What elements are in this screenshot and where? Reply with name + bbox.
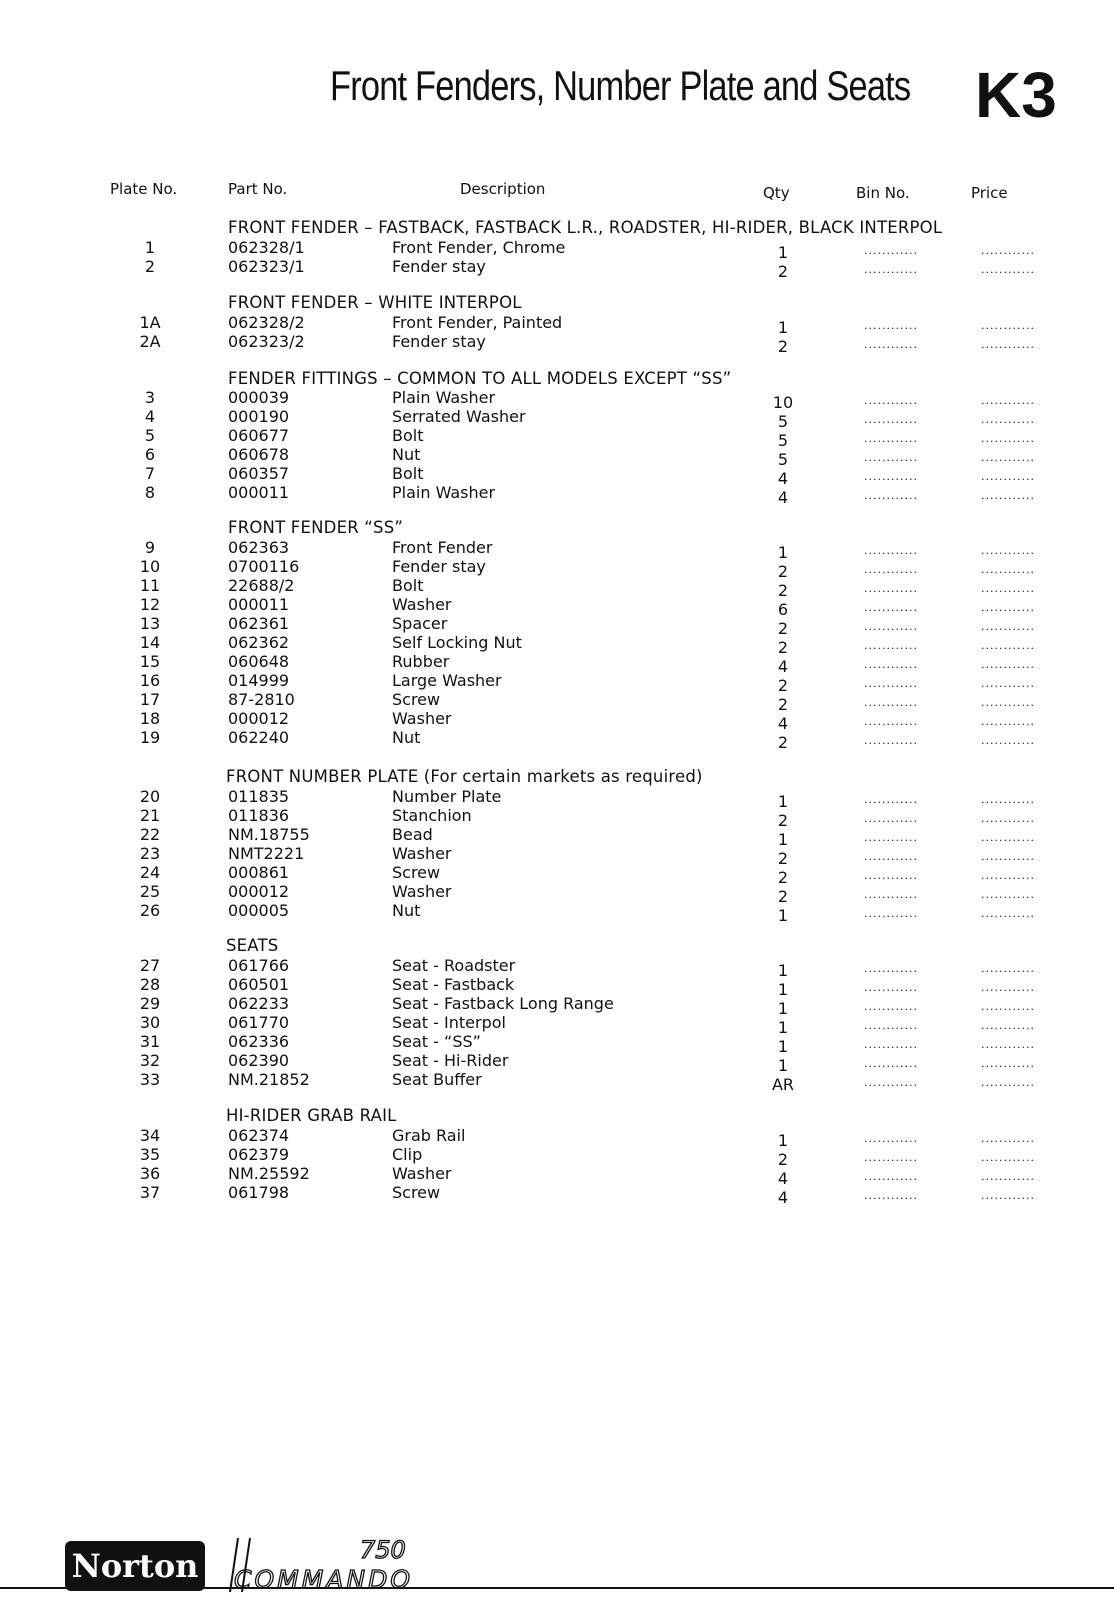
part-number: 062323/2 xyxy=(228,332,305,351)
part-number: 060357 xyxy=(228,464,290,483)
description: Seat - Fastback xyxy=(392,975,515,994)
price-blank: ............ xyxy=(981,263,1035,276)
description: Front Fender, Painted xyxy=(392,313,563,332)
quantity: 5 xyxy=(777,431,789,450)
price-blank: ............ xyxy=(981,907,1035,920)
plate-number: 20 xyxy=(139,787,161,806)
plate-number: 30 xyxy=(139,1013,161,1032)
section-heading: FRONT FENDER “SS” xyxy=(228,518,404,537)
part-number: NM.25592 xyxy=(228,1164,310,1183)
description: Seat - Fastback Long Range xyxy=(392,994,614,1013)
part-number: 011836 xyxy=(228,806,290,825)
col-header-description: Description xyxy=(460,180,546,198)
plate-number: 31 xyxy=(139,1032,161,1051)
description: Self Locking Nut xyxy=(392,633,522,652)
table-row xyxy=(0,956,1114,980)
table-row xyxy=(0,652,1114,676)
bin-number-blank: ............ xyxy=(864,413,918,426)
description: Nut xyxy=(392,728,421,747)
bin-number-blank: ............ xyxy=(864,658,918,671)
part-number: 000011 xyxy=(228,595,290,614)
table-row xyxy=(0,1051,1114,1075)
plate-number: 18 xyxy=(139,709,161,728)
quantity: 2 xyxy=(777,887,789,906)
description: Nut xyxy=(392,901,421,920)
section-heading: HI-RIDER GRAB RAIL xyxy=(226,1106,397,1125)
bin-number-blank: ............ xyxy=(864,1132,918,1145)
col-header-part: Part No. xyxy=(228,180,288,198)
plate-number: 9 xyxy=(144,538,156,557)
description: Spacer xyxy=(392,614,448,633)
table-row xyxy=(0,426,1114,450)
table-row xyxy=(0,388,1114,412)
col-header-qty: Qty xyxy=(763,184,790,202)
table-row xyxy=(0,595,1114,619)
price-blank: ............ xyxy=(981,850,1035,863)
plate-number: 3 xyxy=(144,388,156,407)
quantity: 2 xyxy=(777,337,789,356)
part-number: 000039 xyxy=(228,388,290,407)
bin-number-blank: ............ xyxy=(864,432,918,445)
part-number: 062379 xyxy=(228,1145,290,1164)
table-row xyxy=(0,728,1114,752)
norton-logo: Norton xyxy=(65,1541,205,1591)
description: Bead xyxy=(392,825,433,844)
table-row xyxy=(0,614,1114,638)
quantity: 5 xyxy=(777,450,789,469)
price-blank: ............ xyxy=(981,620,1035,633)
description: Bolt xyxy=(392,464,424,483)
section-code: K3 xyxy=(975,59,1057,131)
description: Seat - “SS” xyxy=(392,1032,481,1051)
part-number: 062390 xyxy=(228,1051,290,1070)
price-blank: ............ xyxy=(981,1151,1035,1164)
bin-number-blank: ............ xyxy=(864,793,918,806)
plate-number: 25 xyxy=(139,882,161,901)
description: Screw xyxy=(392,863,441,882)
plate-number: 29 xyxy=(139,994,161,1013)
part-number: 061770 xyxy=(228,1013,290,1032)
quantity: 1 xyxy=(777,318,789,337)
plate-number: 24 xyxy=(139,863,161,882)
description: Front Fender, Chrome xyxy=(392,238,566,257)
plate-number: 23 xyxy=(139,844,161,863)
page-title: Front Fenders, Number Plate and Seats xyxy=(330,62,911,109)
section-heading: SEATS xyxy=(226,936,279,955)
quantity: 1 xyxy=(777,830,789,849)
part-number: 000012 xyxy=(228,882,290,901)
part-number: NM.18755 xyxy=(228,825,310,844)
section-heading: FRONT FENDER – WHITE INTERPOL xyxy=(228,293,522,312)
part-number: 000861 xyxy=(228,863,290,882)
bin-number-blank: ............ xyxy=(864,888,918,901)
description: Fender stay xyxy=(392,257,486,276)
quantity: 2 xyxy=(777,262,789,281)
description: Seat - Hi-Rider xyxy=(392,1051,509,1070)
part-number: 060678 xyxy=(228,445,290,464)
bin-number-blank: ............ xyxy=(864,1000,918,1013)
plate-number: 2 xyxy=(144,257,156,276)
quantity: 1 xyxy=(777,243,789,262)
bin-number-blank: ............ xyxy=(864,263,918,276)
part-number: 000005 xyxy=(228,901,290,920)
price-blank: ............ xyxy=(981,470,1035,483)
description: Screw xyxy=(392,1183,441,1202)
bin-number-blank: ............ xyxy=(864,470,918,483)
quantity: 2 xyxy=(777,581,789,600)
part-number: 061766 xyxy=(228,956,290,975)
bin-number-blank: ............ xyxy=(864,582,918,595)
quantity: 4 xyxy=(777,1169,789,1188)
plate-number: 28 xyxy=(139,975,161,994)
table-row xyxy=(0,313,1114,337)
part-number: 060501 xyxy=(228,975,290,994)
quantity: 1 xyxy=(777,1056,789,1075)
price-blank: ............ xyxy=(981,1132,1035,1145)
quantity: 6 xyxy=(777,600,789,619)
bin-number-blank: ............ xyxy=(864,451,918,464)
part-number: 22688/2 xyxy=(228,576,295,595)
table-row xyxy=(0,633,1114,657)
model-number: 750 xyxy=(360,1536,406,1564)
part-number: 011835 xyxy=(228,787,290,806)
quantity: 4 xyxy=(777,714,789,733)
quantity: 1 xyxy=(777,543,789,562)
price-blank: ............ xyxy=(981,394,1035,407)
table-row xyxy=(0,576,1114,600)
part-number: 062328/2 xyxy=(228,313,305,332)
bin-number-blank: ............ xyxy=(864,338,918,351)
part-number: 062323/1 xyxy=(228,257,305,276)
description: Fender stay xyxy=(392,332,486,351)
bin-number-blank: ............ xyxy=(864,620,918,633)
part-number: 000012 xyxy=(228,709,290,728)
table-row xyxy=(0,257,1114,281)
price-blank: ............ xyxy=(981,319,1035,332)
table-row xyxy=(0,407,1114,431)
price-blank: ............ xyxy=(981,793,1035,806)
plate-number: 5 xyxy=(144,426,156,445)
bin-number-blank: ............ xyxy=(864,715,918,728)
table-row xyxy=(0,806,1114,830)
quantity: 1 xyxy=(777,1018,789,1037)
table-row xyxy=(0,1032,1114,1056)
part-number: 062240 xyxy=(228,728,290,747)
price-blank: ............ xyxy=(981,812,1035,825)
part-number: 062374 xyxy=(228,1126,290,1145)
col-header-bin: Bin No. xyxy=(856,184,910,202)
part-number: 000011 xyxy=(228,483,290,502)
bin-number-blank: ............ xyxy=(864,831,918,844)
plate-number: 16 xyxy=(139,671,161,690)
plate-number: 32 xyxy=(139,1051,161,1070)
quantity: 2 xyxy=(777,619,789,638)
table-row xyxy=(0,1183,1114,1207)
price-blank: ............ xyxy=(981,888,1035,901)
quantity: 2 xyxy=(777,1150,789,1169)
quantity: 4 xyxy=(777,657,789,676)
plate-number: 6 xyxy=(144,445,156,464)
plate-number: 13 xyxy=(139,614,161,633)
quantity: 4 xyxy=(777,1188,789,1207)
table-row xyxy=(0,671,1114,695)
price-blank: ............ xyxy=(981,734,1035,747)
plate-number: 15 xyxy=(139,652,161,671)
bin-number-blank: ............ xyxy=(864,850,918,863)
price-blank: ............ xyxy=(981,715,1035,728)
description: Front Fender xyxy=(392,538,493,557)
quantity: 1 xyxy=(777,792,789,811)
quantity: 2 xyxy=(777,695,789,714)
col-header-plate: Plate No. xyxy=(110,180,178,198)
table-row xyxy=(0,483,1114,507)
price-blank: ............ xyxy=(981,244,1035,257)
bin-number-blank: ............ xyxy=(864,1189,918,1202)
bin-number-blank: ............ xyxy=(864,1151,918,1164)
price-blank: ............ xyxy=(981,601,1035,614)
price-blank: ............ xyxy=(981,563,1035,576)
description: Washer xyxy=(392,882,452,901)
quantity: AR xyxy=(771,1075,795,1094)
bin-number-blank: ............ xyxy=(864,907,918,920)
quantity: 4 xyxy=(777,469,789,488)
price-blank: ............ xyxy=(981,677,1035,690)
part-number: 87-2810 xyxy=(228,690,295,709)
table-row xyxy=(0,1070,1114,1094)
table-row xyxy=(0,690,1114,714)
description: Large Washer xyxy=(392,671,502,690)
table-row xyxy=(0,238,1114,262)
plate-number: 37 xyxy=(139,1183,161,1202)
description: Fender stay xyxy=(392,557,486,576)
table-row xyxy=(0,882,1114,906)
table-row xyxy=(0,1145,1114,1169)
description: Plain Washer xyxy=(392,388,496,407)
description: Rubber xyxy=(392,652,450,671)
bin-number-blank: ............ xyxy=(864,1076,918,1089)
part-number: 014999 xyxy=(228,671,290,690)
model-name: COMMANDO xyxy=(234,1565,414,1594)
plate-number: 17 xyxy=(139,690,161,709)
price-blank: ............ xyxy=(981,413,1035,426)
price-blank: ............ xyxy=(981,432,1035,445)
price-blank: ............ xyxy=(981,544,1035,557)
plate-number: 12 xyxy=(139,595,161,614)
quantity: 1 xyxy=(777,1037,789,1056)
quantity: 2 xyxy=(777,811,789,830)
bin-number-blank: ............ xyxy=(864,394,918,407)
price-blank: ............ xyxy=(981,981,1035,994)
part-number: NM.21852 xyxy=(228,1070,310,1089)
table-row xyxy=(0,1126,1114,1150)
bin-number-blank: ............ xyxy=(864,1019,918,1032)
table-row xyxy=(0,1164,1114,1188)
description: Seat - Roadster xyxy=(392,956,516,975)
plate-number: 26 xyxy=(139,901,161,920)
bin-number-blank: ............ xyxy=(864,1038,918,1051)
plate-number: 1A xyxy=(139,313,161,332)
part-number: 062363 xyxy=(228,538,290,557)
section-heading: FRONT FENDER – FASTBACK, FASTBACK L.R., ROADSTER, HI-RIDER, BLACK INTERPOL xyxy=(228,218,943,237)
part-number: 0700116 xyxy=(228,557,300,576)
plate-number: 1 xyxy=(144,238,156,257)
description: Washer xyxy=(392,595,452,614)
quantity: 1 xyxy=(777,906,789,925)
quantity: 5 xyxy=(777,412,789,431)
part-number: 062336 xyxy=(228,1032,290,1051)
price-blank: ............ xyxy=(981,1076,1035,1089)
bin-number-blank: ............ xyxy=(864,677,918,690)
commando-750-logo xyxy=(210,1534,500,1596)
description: Serrated Washer xyxy=(392,407,526,426)
plate-number: 19 xyxy=(139,728,161,747)
plate-number: 22 xyxy=(139,825,161,844)
table-row xyxy=(0,844,1114,868)
description: Grab Rail xyxy=(392,1126,466,1145)
description: Bolt xyxy=(392,576,424,595)
quantity: 1 xyxy=(777,999,789,1018)
price-blank: ............ xyxy=(981,338,1035,351)
table-row xyxy=(0,994,1114,1018)
part-number: 062361 xyxy=(228,614,290,633)
bin-number-blank: ............ xyxy=(864,981,918,994)
table-row xyxy=(0,975,1114,999)
price-blank: ............ xyxy=(981,1038,1035,1051)
description: Nut xyxy=(392,445,421,464)
bin-number-blank: ............ xyxy=(864,544,918,557)
bin-number-blank: ............ xyxy=(864,869,918,882)
bin-number-blank: ............ xyxy=(864,639,918,652)
price-blank: ............ xyxy=(981,658,1035,671)
table-row xyxy=(0,1013,1114,1037)
plate-number: 36 xyxy=(139,1164,161,1183)
bin-number-blank: ............ xyxy=(864,696,918,709)
description: Plain Washer xyxy=(392,483,496,502)
plate-number: 11 xyxy=(139,576,161,595)
quantity: 2 xyxy=(777,849,789,868)
price-blank: ............ xyxy=(981,1170,1035,1183)
table-row xyxy=(0,557,1114,581)
bin-number-blank: ............ xyxy=(864,812,918,825)
quantity: 2 xyxy=(777,733,789,752)
price-blank: ............ xyxy=(981,962,1035,975)
quantity: 10 xyxy=(772,393,794,412)
price-blank: ............ xyxy=(981,489,1035,502)
description: Stanchion xyxy=(392,806,472,825)
price-blank: ............ xyxy=(981,639,1035,652)
bin-number-blank: ............ xyxy=(864,319,918,332)
plate-number: 21 xyxy=(139,806,161,825)
price-blank: ............ xyxy=(981,451,1035,464)
bin-number-blank: ............ xyxy=(864,563,918,576)
price-blank: ............ xyxy=(981,1019,1035,1032)
part-number: 000190 xyxy=(228,407,290,426)
plate-number: 33 xyxy=(139,1070,161,1089)
part-number: 062233 xyxy=(228,994,290,1013)
section-heading: FRONT NUMBER PLATE (For certain markets as required) xyxy=(226,767,703,786)
price-blank: ............ xyxy=(981,831,1035,844)
section-heading: FENDER FITTINGS – COMMON TO ALL MODELS EXCEPT “SS” xyxy=(228,369,732,388)
bin-number-blank: ............ xyxy=(864,1170,918,1183)
bin-number-blank: ............ xyxy=(864,601,918,614)
price-blank: ............ xyxy=(981,1000,1035,1013)
part-number: NMT2221 xyxy=(228,844,305,863)
bin-number-blank: ............ xyxy=(864,1057,918,1070)
quantity: 2 xyxy=(777,868,789,887)
quantity: 1 xyxy=(777,961,789,980)
description: Number Plate xyxy=(392,787,502,806)
part-number: 062328/1 xyxy=(228,238,305,257)
quantity: 4 xyxy=(777,488,789,507)
bin-number-blank: ............ xyxy=(864,734,918,747)
plate-number: 8 xyxy=(144,483,156,502)
bin-number-blank: ............ xyxy=(864,244,918,257)
part-number: 060677 xyxy=(228,426,290,445)
quantity: 2 xyxy=(777,638,789,657)
description: Bolt xyxy=(392,426,424,445)
description: Seat Buffer xyxy=(392,1070,482,1089)
description: Washer xyxy=(392,844,452,863)
plate-number: 10 xyxy=(139,557,161,576)
plate-number: 14 xyxy=(139,633,161,652)
table-row xyxy=(0,445,1114,469)
table-row xyxy=(0,787,1114,811)
price-blank: ............ xyxy=(981,696,1035,709)
price-blank: ............ xyxy=(981,869,1035,882)
price-blank: ............ xyxy=(981,582,1035,595)
quantity: 1 xyxy=(777,980,789,999)
description: Screw xyxy=(392,690,441,709)
plate-number: 7 xyxy=(144,464,156,483)
table-row xyxy=(0,825,1114,849)
table-row xyxy=(0,538,1114,562)
bin-number-blank: ............ xyxy=(864,962,918,975)
col-header-price: Price xyxy=(971,184,1008,202)
description: Washer xyxy=(392,709,452,728)
description: Washer xyxy=(392,1164,452,1183)
plate-number: 27 xyxy=(139,956,161,975)
table-row xyxy=(0,332,1114,356)
part-number: 061798 xyxy=(228,1183,290,1202)
table-row xyxy=(0,709,1114,733)
table-row xyxy=(0,464,1114,488)
quantity: 2 xyxy=(777,676,789,695)
part-number: 060648 xyxy=(228,652,290,671)
plate-number: 2A xyxy=(139,332,161,351)
bin-number-blank: ............ xyxy=(864,489,918,502)
part-number: 062362 xyxy=(228,633,290,652)
plate-number: 35 xyxy=(139,1145,161,1164)
description: Seat - Interpol xyxy=(392,1013,506,1032)
price-blank: ............ xyxy=(981,1189,1035,1202)
quantity: 2 xyxy=(777,562,789,581)
plate-number: 34 xyxy=(139,1126,161,1145)
description: Clip xyxy=(392,1145,423,1164)
quantity: 1 xyxy=(777,1131,789,1150)
price-blank: ............ xyxy=(981,1057,1035,1070)
table-row xyxy=(0,863,1114,887)
plate-number: 4 xyxy=(144,407,156,426)
table-row xyxy=(0,901,1114,925)
